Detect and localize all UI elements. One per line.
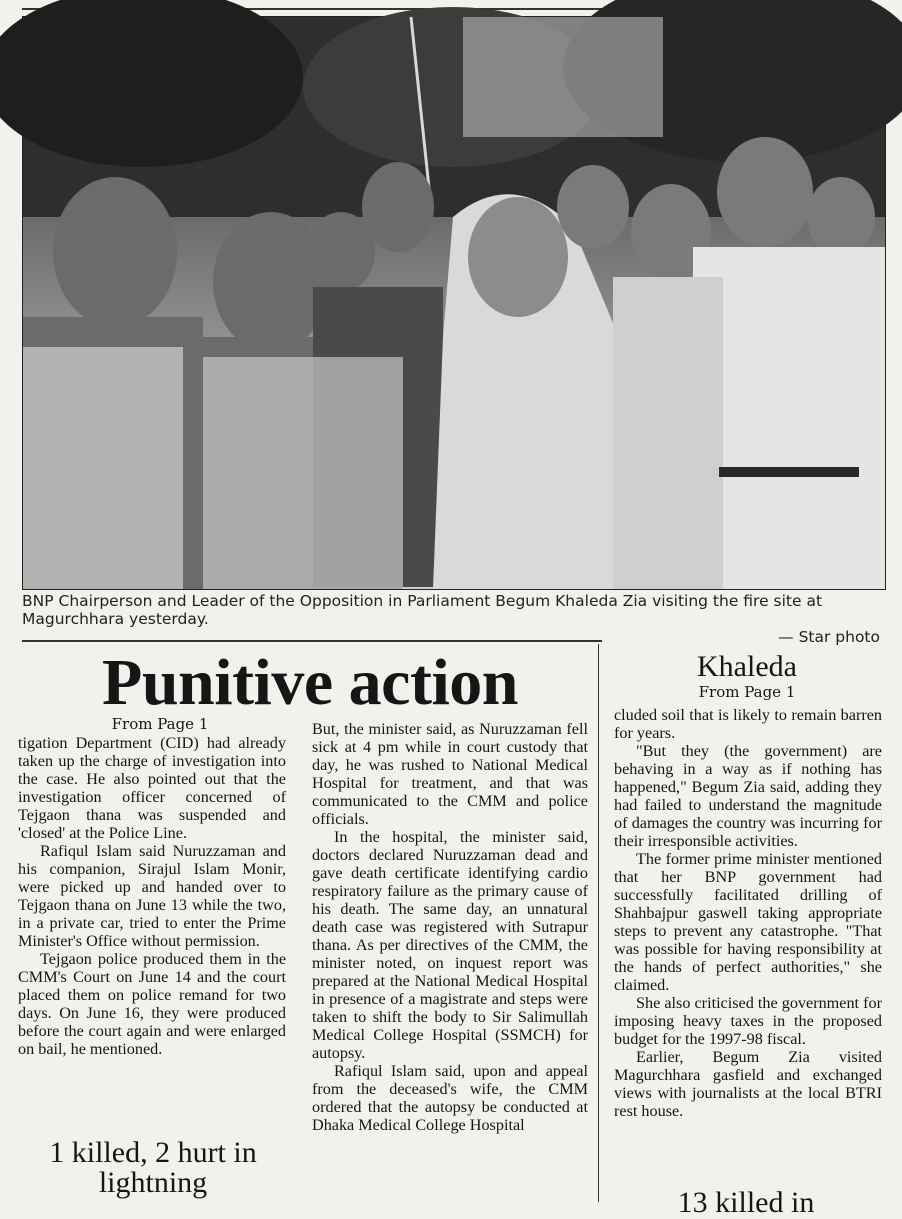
- paragraph: Tejgaon police produced them in the CMM's Court on June 14 and the court placed them on police remand for two days. On June 16, they were produced before the court again and were enlarged on bail, he mentioned.: [18, 950, 286, 1058]
- article-column-2: [312, 720, 588, 1134]
- paragraph: Rafiqul Islam said Nuruzzaman and his companion, Sirajul Islam Monir, were picked up and handed over to Tejgaon thana on June 13 while the two, in a private car, tried to enter the Prime Minister's Office without permission.: [18, 842, 286, 950]
- photo-caption: [22, 592, 880, 646]
- khaleda-column: [614, 706, 882, 1120]
- paragraph: The former prime minister mentioned that her BNP government had successfully facilitated drilling of Shahbajpur gaswell taking appropriate steps to prevent any catastrophe. "That was possible for having responsibility at the hands of perfect authorities," she claimed.: [614, 850, 882, 994]
- paragraph: She also criticised the government for imposing heavy taxes in the proposed budget for the 1997-98 fiscal.: [614, 994, 882, 1048]
- article-column-1: [18, 734, 286, 1058]
- paragraph: cluded soil that is likely to remain barren for years.: [614, 706, 882, 742]
- paragraph: But, the minister said, as Nuruzzaman fell sick at 4 pm while in court custody that day, he was rushed to National Medical Hospital for treatment, and that was communicated to the CMM and police officials.: [312, 720, 588, 828]
- khaleda-headline: Khaleda: [697, 650, 797, 683]
- article-top-rule: [22, 640, 602, 642]
- column-divider: [598, 644, 599, 1202]
- from-page-label: From Page 1: [111, 715, 209, 733]
- sub-story-headline: 1 killed, 2 hurt in lightning: [49, 1136, 257, 1199]
- paragraph: Rafiqul Islam said, upon and appeal from the deceased's wife, the CMM ordered that the autopsy be conducted at Dhaka Medical College Hospital: [312, 1062, 588, 1134]
- paragraph: tigation Department (CID) had already taken up the charge of investigation into the case. He also pointed out that the investigation officer concerned of Tejgaon thana was suspended and 'closed' at the Police Line.: [18, 734, 286, 842]
- news-photo: [22, 16, 886, 590]
- caption-text: BNP Chairperson and Leader of the Opposition in Parliament Begum Khaleda Zia visiting the fire site at Magurchhara yesterday.: [22, 592, 823, 628]
- photo-illustration: [23, 17, 885, 589]
- paragraph: "But they (the government) are behaving in a way as if nothing has happened," Begum Zia said, adding they had failed to understand the magnitude of damages the country was incurring for their irresponsible activities.: [614, 742, 882, 850]
- paragraph: In the hospital, the minister said, doctors declared Nuruzzaman dead and gave death certificate identifying cardio respiratory failure as the primary cause of his death. The same day, an unnatural death case was registered with Sutrapur thana. As per directives of the CMM, the minister noted, on inquest report was prepared at the National Medical Hospital in presence of a magistrate and steps were taken to shift the body to Sir Salimullah Medical College Hospital (SSMCH) for autopsy.: [312, 828, 588, 1062]
- paragraph: Earlier, Begum Zia visited Magurchhara gasfield and exchanged views with journalists at the local BTRI rest house.: [614, 1048, 882, 1120]
- article-headline: Punitive action: [102, 646, 518, 719]
- next-headline-fragment: 13 killed in: [677, 1186, 815, 1219]
- khaleda-from-page: From Page 1: [698, 683, 796, 701]
- photo-credit: — Star photo: [778, 628, 880, 646]
